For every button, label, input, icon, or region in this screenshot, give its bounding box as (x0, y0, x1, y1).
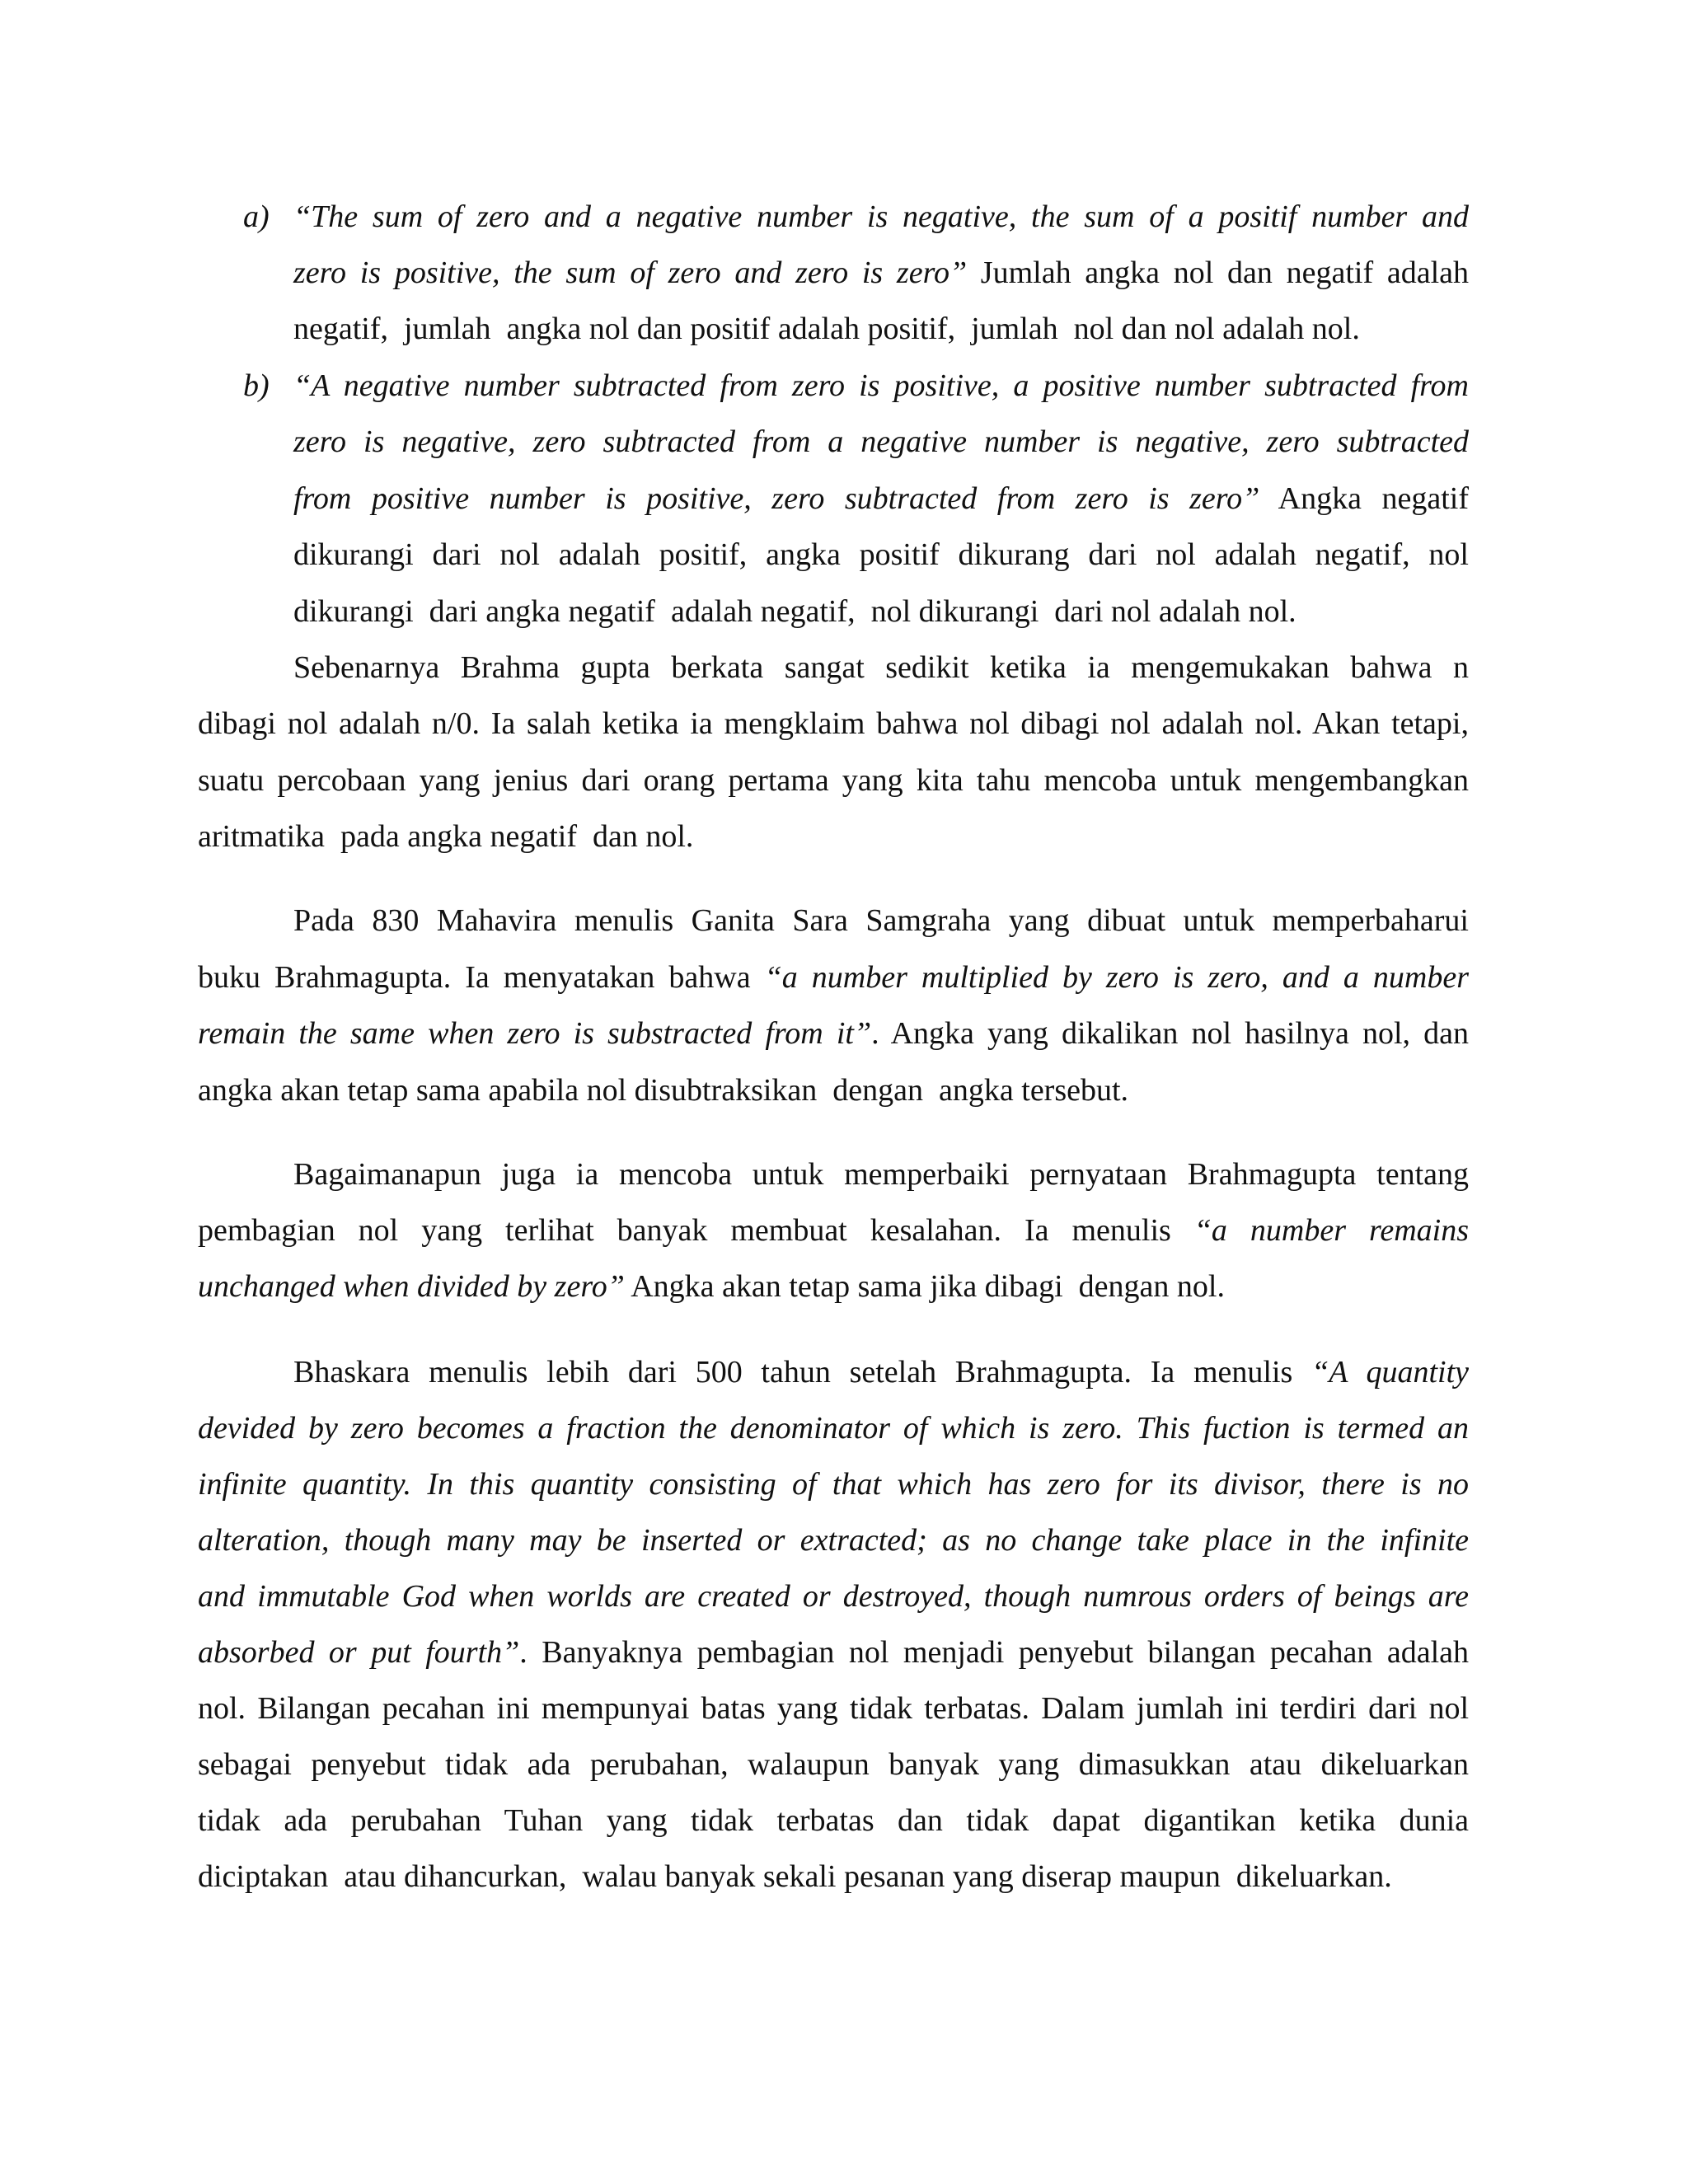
text-line (293, 308, 1469, 349)
body-text: dikurangi dari angka negatif adalah negatif, nol dikurangi dari nol adalah nol. (293, 594, 1296, 629)
text-line (198, 760, 1469, 801)
text-line (293, 647, 1469, 688)
italic-quote-text: and immutable God when worlds are created or destroyed, though numrous orders of beings are (198, 1579, 1469, 1614)
body-text: Sebenarnya Brahma gupta berkata sangat sedikit ketika ia mengemukakan bahwa n (293, 650, 1469, 685)
body-text: nol. Bilangan pecahan ini mempunyai batas yang tidak terbatas. Dalam jumlah ini terdiri dari nol (198, 1691, 1469, 1726)
italic-quote-text: “a number remains (1193, 1213, 1469, 1248)
text-line (293, 196, 1469, 237)
body-text: Bagaimanapun juga ia mencoba untuk memperbaiki pernyataan Brahmagupta tentang (293, 1157, 1469, 1192)
text-line (198, 1688, 1469, 1729)
body-text: negatif, jumlah angka nol dan positif adalah positif, jumlah nol dan nol adalah nol. (293, 312, 1360, 346)
text-line (198, 703, 1469, 744)
text-line (293, 478, 1469, 519)
text-line (293, 534, 1469, 575)
italic-quote-text: absorbed or put fourth” (198, 1635, 520, 1670)
text-line (293, 252, 1469, 293)
body-text: buku Brahmagupta. Ia menyatakan bahwa (198, 960, 765, 995)
italic-quote-text: infinite quantity. In this quantity consisting of that which has zero for its divisor, there is no (198, 1467, 1469, 1502)
text-line (198, 816, 1469, 857)
italic-quote-text: zero is negative, zero subtracted from a negative number is negative, zero subtracted (293, 424, 1469, 459)
body-text: tidak ada perubahan Tuhan yang tidak terbatas dan tidak dapat digantikan ketika dunia (198, 1803, 1469, 1838)
text-line (198, 1210, 1469, 1251)
text-line (198, 957, 1469, 998)
italic-quote-text: “A negative number subtracted from zero is positive, a positive number subtracted from (293, 368, 1469, 403)
body-text: . Angka yang dikalikan nol hasilnya nol, dan (871, 1016, 1469, 1051)
italic-quote-text: unchanged when divided by zero” (198, 1269, 625, 1304)
italic-quote-text: remain the same when zero is substracted from it” (198, 1016, 872, 1051)
italic-quote-text: alteration, though many may be inserted or extracted; as no change take place in the infinite (198, 1523, 1469, 1558)
body-text: Angka negatif (1259, 481, 1469, 516)
text-line (198, 1576, 1469, 1617)
text-line (198, 1013, 1469, 1054)
italic-quote-text: devided by zero becomes a fraction the denominator of which is zero. This fuction is termed an (198, 1411, 1469, 1446)
text-line (198, 1800, 1469, 1841)
text-line (293, 1154, 1469, 1195)
body-text: Bhaskara menulis lebih dari 500 tahun setelah Brahmagupta. Ia menulis (293, 1355, 1312, 1390)
body-text: Jumlah angka nol dan negatif adalah (967, 255, 1469, 290)
body-text: pembagian nol yang terlihat banyak membuat kesalahan. Ia menulis (198, 1213, 1194, 1248)
italic-quote-text: zero is positive, the sum of zero and zero is zero” (293, 255, 968, 290)
text-line (198, 1856, 1469, 1897)
text-line (198, 1464, 1469, 1505)
text-line (198, 1744, 1469, 1785)
body-text: diciptakan atau dihancurkan, walau banyak sekali pesanan yang diserap maupun dikeluarkan. (198, 1859, 1392, 1894)
text-line (198, 1632, 1469, 1673)
text-line (293, 365, 1469, 406)
body-text: Pada 830 Mahavira menulis Ganita Sara Samgraha yang dibuat untuk memperbaharui (293, 903, 1469, 938)
body-text: suatu percobaan yang jenius dari orang pertama yang kita tahu mencoba untuk mengembangkan (198, 763, 1469, 798)
body-text: sebagai penyebut tidak ada perubahan, walaupun banyak yang dimasukkan atau dikeluarkan (198, 1747, 1469, 1782)
text-line (198, 1070, 1469, 1111)
text-line (293, 1352, 1469, 1393)
text-line (198, 1266, 1469, 1307)
text-line (293, 591, 1469, 632)
text-line (198, 1520, 1469, 1561)
list-marker: a) (243, 199, 270, 234)
italic-quote-text: “A quantity (1311, 1355, 1469, 1390)
body-text: angka akan tetap sama apabila nol disubtraksikan dengan angka tersebut. (198, 1073, 1129, 1108)
list-marker: b) (243, 368, 270, 403)
italic-quote-text: from positive number is positive, zero subtracted from zero is zero” (293, 481, 1260, 516)
text-line (293, 900, 1469, 941)
body-text: aritmatika pada angka negatif dan nol. (198, 819, 694, 854)
text-line (293, 421, 1469, 462)
italic-quote-text: “a number multiplied by zero is zero, and a number (764, 960, 1470, 995)
body-text: dikurangi dari nol adalah positif, angka positif dikurang dari nol adalah negatif, nol (293, 537, 1469, 572)
text-line (198, 1408, 1469, 1449)
body-text: Angka akan tetap sama jika dibagi dengan nol. (624, 1269, 1225, 1304)
body-text: dibagi nol adalah n/0. Ia salah ketika ia mengklaim bahwa nol dibagi nol adalah nol. Akan tetapi, (198, 706, 1469, 741)
body-text: . Banyaknya pembagian nol menjadi penyebut bilangan pecahan adalah (519, 1635, 1469, 1670)
italic-quote-text: “The sum of zero and a negative number is negative, the sum of a positif number and (293, 199, 1469, 234)
